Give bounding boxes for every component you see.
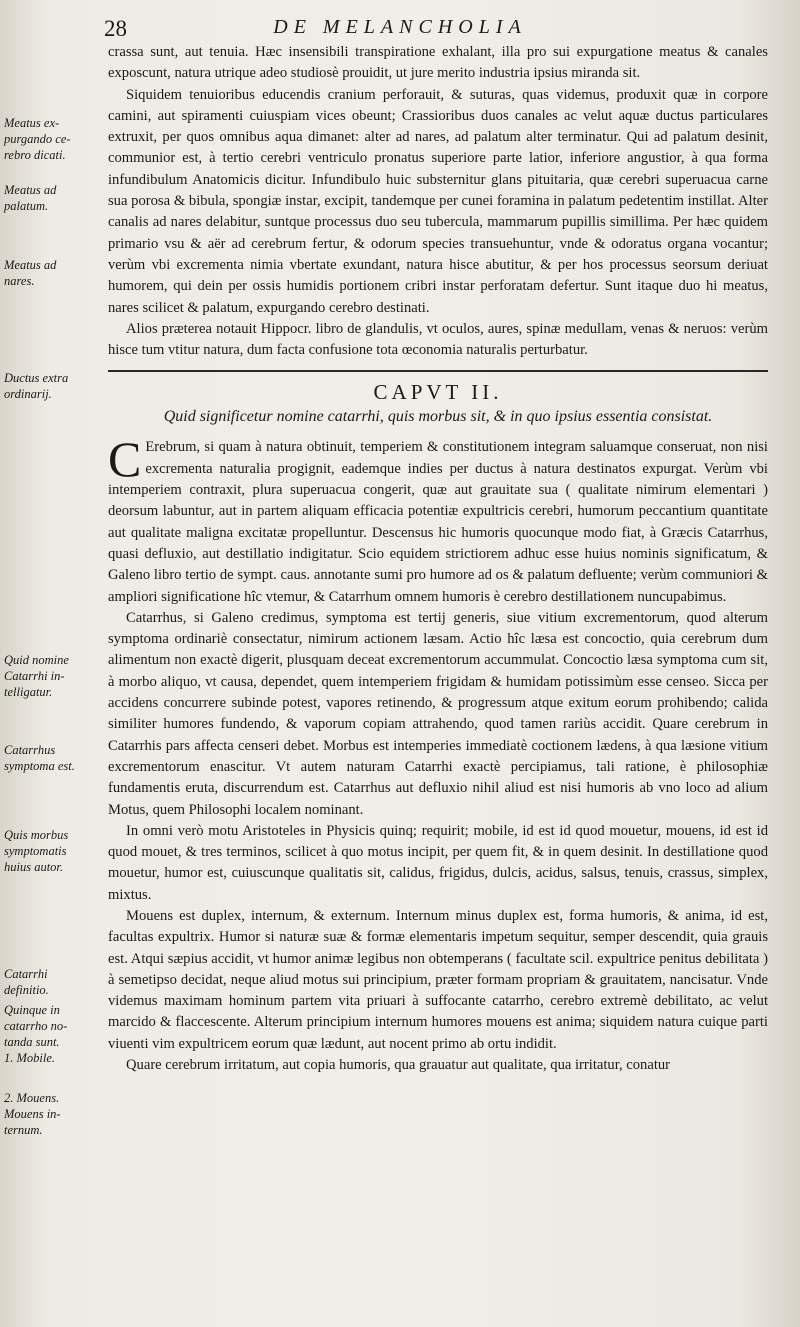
paragraph: Catarrhus, si Galeno credimus, symptoma est tertij generis, siue vitium excrementorum, quod alterum symptoma ordinariè consectatur, nimirum actionem læsam. Actio hîc læsa est concoctio, quia cerebrum dum alimentum non exactè digerit, plusquam deceat excrementorum accummulat. Concoctio læsa symptoma cum sit, à morbo aliquo, vt causa, dependet, quem intemperiem frigidam & humidam potissimùm esse censeo. Sicca per accidens concurrere subinde potest, vapores retinendo, & progressum atque exitum eorum prohibendo; calida similiter humores fundendo, & vaporum copiam attrahendo, quod tamen rariùs accidit. Quare cerebrum in Catarrhis pars affecta censeri debet. Morbus est intemperies immediatè coctionem lædens, à qua læsione vitium excrementorum enascitur. Vt autem naturam Catarrhi exactè percipiamus, tali ratione, è philosophiæ fundamentis eruta, discurrendum est. Catarrhus aut defluxio nihil aliud est nisi humoris ab vno loco ad alium Motus, quem Philosophi localem nominant. [108, 609, 768, 818]
margin-note-line: telligatur. [4, 685, 53, 699]
margin-note-line: Meatus ad [4, 258, 57, 272]
margin-note-line: 1. Mobile. [4, 1051, 56, 1065]
margin-note [4, 742, 104, 774]
margin-note-line: symptoma est. [4, 759, 75, 773]
margin-note-line: Catarrhi in- [4, 669, 65, 683]
drop-cap: C [108, 431, 142, 488]
margin-note-line: tanda sunt. [4, 1035, 60, 1049]
margin-note-line: Quid nomine [4, 653, 69, 667]
margin-note-line: huius autor. [4, 860, 64, 874]
margin-note-line: nares. [4, 274, 35, 288]
margin-note-line: ordinarij. [4, 387, 52, 401]
margin-note-line: Meatus ad [4, 183, 57, 197]
margin-note [4, 257, 104, 289]
margin-note-line: symptomatis [4, 844, 67, 858]
paragraph: Alios præterea notauit Hippocr. libro de glandulis, vt oculos, aures, spinæ medullam, venas & neruos: verùm hisce tum vtitur natura, dum facta confusione tota œconomia naturalis perturbatur. [108, 320, 768, 359]
margin-note-line: palatum. [4, 199, 49, 213]
margin-note [4, 115, 104, 163]
page-header [0, 14, 800, 44]
margin-note-line: Quis morbus [4, 828, 69, 842]
margin-note [4, 370, 104, 402]
margin-note [4, 827, 104, 875]
margin-note-line: definitio. [4, 983, 49, 997]
paragraph [108, 431, 768, 607]
main-text [108, 42, 768, 1076]
paragraph: Siquidem tenuioribus educendis cranium perforauit, & suturas, quas videmus, produxit quæ in corpore camini, aut spiramenti cuiuspiam vices obeunt; Crassioribus duos canales ac velut aquæ ductus particulares extruxit, per quos omnibus aqua dimanet: alter ad nares, ad palatum alter terminatur. Qui ad palatum desinit, communior est, à tertio cerebri ventriculo pronatus superiore parte latior, inferiore angustior, à qua forma infundibulum Anatomicis dicitur. Infundibulo huic substernitur glans pituitaria, quæ cerebri superuacua carne sua porosa & bibula, spongiæ instar, excipit, tandemque per cunei foramina in palatum pedetentim instillat. Alter canalis ad nares delabitur, suntque processus duo seu tubercula, mammarum pupillis simillima. Per hæc quidem primario vsu & aër ad cerebrum fertur, & odorum species transuehuntur, vnde & odoratus organa vocantur; verùm vbi excrementa nimia vbertate exundant, natura hisce abutitur, & per hos processus seorsum deriuat humorem, qui dein per ossis humidis portionem cribri instar perforatam defertur. Sunt itaque duo hi meatus, nares scilicet & palatum, expurgando cerebro destinati. [108, 86, 768, 316]
chapter-subtitle: Quid significetur nomine catarrhi, quis morbus sit, & in quo ipsius essentia consistat. [163, 408, 713, 426]
margin-note-line: Catarrhus [4, 743, 56, 757]
section-divider [108, 370, 768, 372]
chapter-heading: CAPVT II. [373, 380, 503, 405]
margin-note-line: purgando ce- [4, 132, 71, 146]
margin-note [4, 182, 104, 214]
margin-note-line: Catarrhi [4, 967, 48, 981]
paragraph-text: Erebrum, si quam à natura obtinuit, temperiem & constitutionem integram saluamque conseruat, non nisi excrementa naturalia progignit, eademque indies per ductus à natura destinatos expurgat. Verùm vbi intemperiem contraxit, plura superuacua congerit, quæ aut grauitate sua ( qualitate nimirum elementari ) deorsum labuntur, aut in partem aliquam efficacia potentiæ expultricis cerebri, humorum peccantium quantitate aut qualitate maligna excitatæ propelluntur. Descensus hic humoris quocunque modo fiat, à Græcis Catarrhus, quasi defluxio, aut destillatio indigitatur. Scio equidem strictiorem adhuc esse huius nominis significatum, & Galeno libro tertio de sympt. caus. annotante sumi pro humore ad os & palatum defluente; verùm communiori & ampliori significatione hîc vtemur, & Catarrhum omnem humoris è cerebro destillationem nuncupabimus. [108, 439, 768, 605]
margin-note-line: Quinque in [4, 1003, 60, 1017]
margin-note [4, 1090, 104, 1138]
margin-note [4, 966, 104, 998]
margin-note-line: 2. Mouens. [4, 1091, 60, 1105]
page-number: 28 [104, 16, 127, 41]
margin-note [4, 1002, 104, 1066]
margin-note-line: rebro dicati. [4, 148, 66, 162]
margin-note-line: ternum. [4, 1123, 43, 1137]
running-title: DE MELANCHOLIA [273, 16, 527, 38]
margin-note [4, 652, 104, 700]
paragraph: Quare cerebrum irritatum, aut copia humoris, qua grauatur aut qualitate, qua irritatur, conatur [126, 1057, 671, 1074]
margin-note-line: catarrho no- [4, 1019, 68, 1033]
paragraph: In omni verò motu Aristoteles in Physicis quinq; requirit; mobile, id est id quod mouetur, mouens, id est id quod mouet, & tres terminos, scilicet à quo motus incipit, per quem fit, & in quem desinit. In destillatione quod mouetur, humor est, cuiuscunque qualitatis sit, calidus, frigidus, dulcis, acidus, salsus, tenuis, crassus, simplex, mixtus. [108, 822, 768, 903]
paragraph: Mouens est duplex, internum, & externum. Internum minus duplex est, forma humoris, & anima, id est, facultas expultrix. Humor si naturæ suæ & formæ elementaris impetum sequitur, semper descendit, quia grauis est. Atqui sæpius accidit, vt humor animæ legibus non obtemperans ( facultate scil. expultrice penitus debilitata ) à semetipso decidat, neque aliud motus sui principium, præter formam propriam & grauitatem, nancisatur. Vnde videmus maximam hominum partem vita priuari à suffocante catarrho, cerebro extremè debilitato, ac velut marcido & flaccescente. Alterum principium internum humores mouens est anima; siquidem natura cuique parti viuenti vim expultricem eorum quæ lædunt, aut nocent primo ab ortu indidit. [108, 907, 768, 1052]
margin-note-line: Meatus ex- [4, 116, 60, 130]
paragraph: crassa sunt, aut tenuia. Hæc insensibili transpiratione exhalant, illa pro sui expurgatione meatus & canales exposcunt, natura utrique adeo studiosè prouidit, ut jure merito industria ipsius miranda sit. [108, 44, 768, 82]
margin-note-line: Mouens in- [4, 1107, 61, 1121]
margin-note-line: Ductus extra [4, 371, 69, 385]
